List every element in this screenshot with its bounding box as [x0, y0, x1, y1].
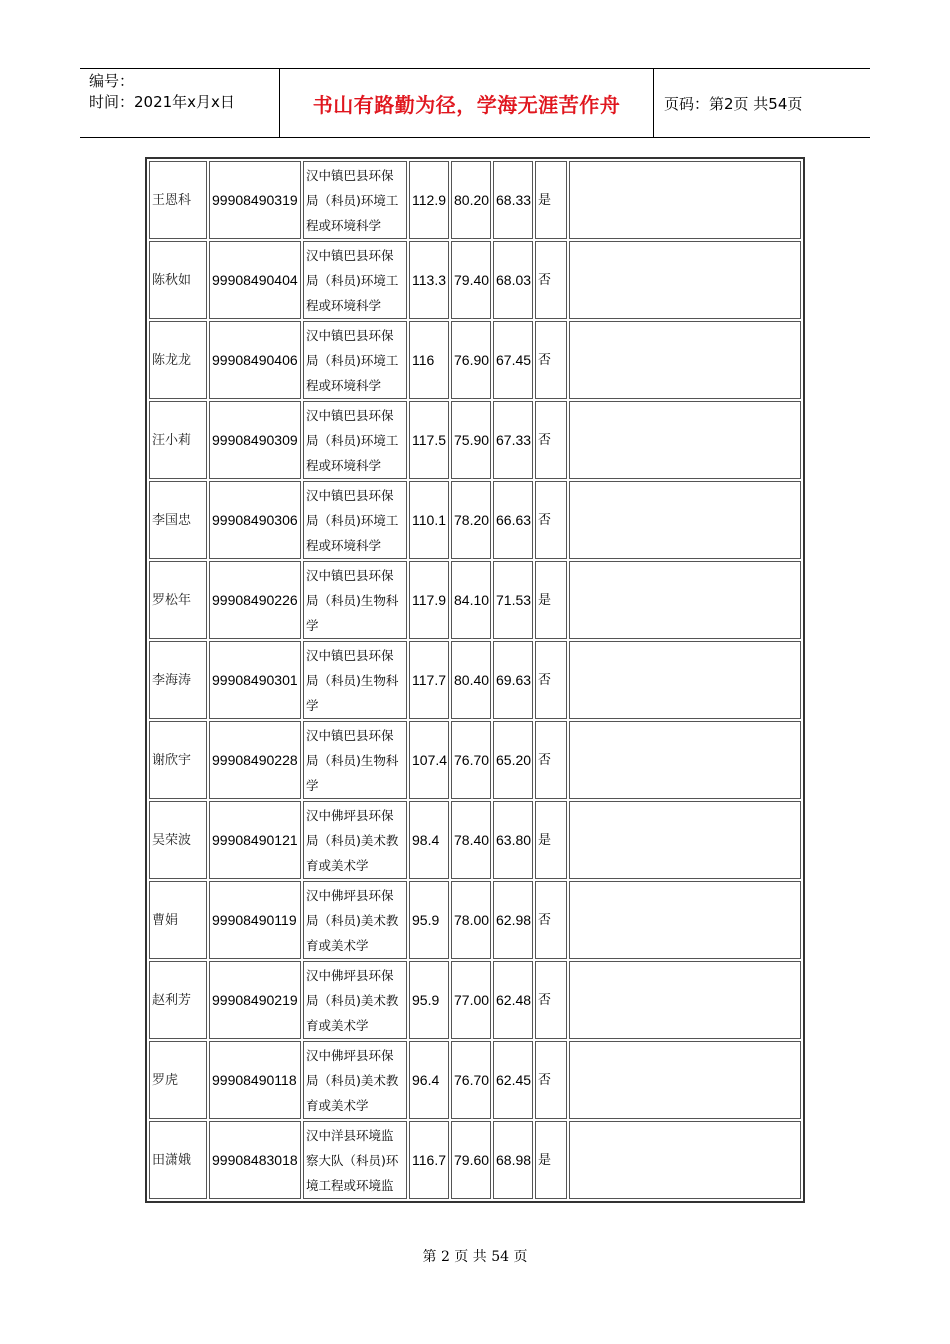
interview-score: 80.20	[451, 161, 491, 239]
results-table	[145, 157, 805, 1203]
position-title: 汉中镇巴县环保局（科员)环境工程或环境科学	[303, 241, 407, 319]
table-row	[149, 321, 801, 399]
remarks-cell	[569, 241, 801, 319]
written-score: 117.7	[409, 641, 449, 719]
interview-score: 76.70	[451, 721, 491, 799]
selected-flag: 否	[535, 401, 567, 479]
candidate-id: 99908490319	[209, 161, 301, 239]
written-score: 95.9	[409, 961, 449, 1039]
written-score: 98.4	[409, 801, 449, 879]
selected-flag: 是	[535, 1121, 567, 1199]
remarks-cell	[569, 641, 801, 719]
candidate-name: 汪小莉	[149, 401, 207, 479]
page-header	[80, 68, 870, 138]
candidate-name: 李国忠	[149, 481, 207, 559]
table-row	[149, 881, 801, 959]
results-table-body	[149, 161, 801, 1199]
table-row	[149, 1121, 801, 1199]
header-motto: 书山有路勤为径，学海无涯苦作舟	[280, 69, 654, 137]
written-score: 107.4	[409, 721, 449, 799]
position-title: 汉中镇巴县环保局（科员)环境工程或环境科学	[303, 401, 407, 479]
total-score: 62.45	[493, 1041, 533, 1119]
total-score: 62.48	[493, 961, 533, 1039]
total-score: 65.20	[493, 721, 533, 799]
interview-score: 78.00	[451, 881, 491, 959]
position-title: 汉中镇巴县环保局（科员)生物科学	[303, 721, 407, 799]
date-label: 时间：2021年x月x日	[89, 93, 235, 111]
total-score: 69.63	[493, 641, 533, 719]
candidate-id: 99908490406	[209, 321, 301, 399]
total-score: 67.33	[493, 401, 533, 479]
written-score: 95.9	[409, 881, 449, 959]
interview-score: 76.70	[451, 1041, 491, 1119]
selected-flag: 否	[535, 641, 567, 719]
table-row	[149, 241, 801, 319]
total-score: 66.63	[493, 481, 533, 559]
total-score: 68.03	[493, 241, 533, 319]
selected-flag: 是	[535, 561, 567, 639]
total-score: 68.33	[493, 161, 533, 239]
position-title: 汉中镇巴县环保局（科员)环境工程或环境科学	[303, 321, 407, 399]
position-title: 汉中佛坪县环保局（科员)美术教育或美术学	[303, 1041, 407, 1119]
table-row	[149, 161, 801, 239]
table-row	[149, 1041, 801, 1119]
table-row	[149, 401, 801, 479]
candidate-name: 罗松年	[149, 561, 207, 639]
position-title: 汉中镇巴县环保局（科员)生物科学	[303, 641, 407, 719]
header-page-label: 页码：第2页 共54页	[664, 94, 803, 113]
candidate-id: 99908490404	[209, 241, 301, 319]
candidate-name: 谢欣宇	[149, 721, 207, 799]
interview-score: 84.10	[451, 561, 491, 639]
candidate-id: 99908483018	[209, 1121, 301, 1199]
total-score: 71.53	[493, 561, 533, 639]
candidate-name: 陈秋如	[149, 241, 207, 319]
total-score: 68.98	[493, 1121, 533, 1199]
written-score: 117.9	[409, 561, 449, 639]
candidate-name: 田潇娥	[149, 1121, 207, 1199]
position-title: 汉中镇巴县环保局（科员)环境工程或环境科学	[303, 481, 407, 559]
table-row	[149, 721, 801, 799]
interview-score: 79.60	[451, 1121, 491, 1199]
written-score: 110.1	[409, 481, 449, 559]
remarks-cell	[569, 481, 801, 559]
table-row	[149, 641, 801, 719]
interview-score: 75.90	[451, 401, 491, 479]
selected-flag: 否	[535, 321, 567, 399]
candidate-name: 王恩科	[149, 161, 207, 239]
position-title: 汉中镇巴县环保局（科员)环境工程或环境科学	[303, 161, 407, 239]
interview-score: 76.90	[451, 321, 491, 399]
remarks-cell	[569, 321, 801, 399]
written-score: 117.5	[409, 401, 449, 479]
candidate-id: 99908490119	[209, 881, 301, 959]
position-title: 汉中佛坪县环保局（科员)美术教育或美术学	[303, 801, 407, 879]
serial-label: 编号：	[89, 72, 135, 90]
interview-score: 78.40	[451, 801, 491, 879]
table-row	[149, 961, 801, 1039]
candidate-id: 99908490306	[209, 481, 301, 559]
selected-flag: 否	[535, 1041, 567, 1119]
remarks-cell	[569, 961, 801, 1039]
interview-score: 80.40	[451, 641, 491, 719]
page-footer: 第 2 页 共 54 页	[422, 1249, 528, 1265]
selected-flag: 是	[535, 801, 567, 879]
candidate-name: 曹娟	[149, 881, 207, 959]
interview-score: 78.20	[451, 481, 491, 559]
candidate-id: 99908490219	[209, 961, 301, 1039]
remarks-cell	[569, 161, 801, 239]
table-row	[149, 801, 801, 879]
table-row	[149, 481, 801, 559]
position-title: 汉中佛坪县环保局（科员)美术教育或美术学	[303, 881, 407, 959]
position-title: 汉中洋县环境监察大队（科员)环境工程或环境监	[303, 1121, 407, 1199]
selected-flag: 否	[535, 961, 567, 1039]
position-title: 汉中佛坪县环保局（科员)美术教育或美术学	[303, 961, 407, 1039]
total-score: 62.98	[493, 881, 533, 959]
candidate-name: 赵利芳	[149, 961, 207, 1039]
header-meta	[80, 69, 280, 137]
interview-score: 77.00	[451, 961, 491, 1039]
candidate-id: 99908490309	[209, 401, 301, 479]
candidate-name: 陈龙龙	[149, 321, 207, 399]
remarks-cell	[569, 1041, 801, 1119]
candidate-name: 罗虎	[149, 1041, 207, 1119]
selected-flag: 否	[535, 481, 567, 559]
candidate-id: 99908490118	[209, 1041, 301, 1119]
written-score: 116	[409, 321, 449, 399]
remarks-cell	[569, 561, 801, 639]
total-score: 63.80	[493, 801, 533, 879]
remarks-cell	[569, 401, 801, 479]
remarks-cell	[569, 881, 801, 959]
selected-flag: 否	[535, 721, 567, 799]
remarks-cell	[569, 801, 801, 879]
written-score: 116.7	[409, 1121, 449, 1199]
remarks-cell	[569, 721, 801, 799]
written-score: 96.4	[409, 1041, 449, 1119]
position-title: 汉中镇巴县环保局（科员)生物科学	[303, 561, 407, 639]
candidate-name: 李海涛	[149, 641, 207, 719]
table-row	[149, 561, 801, 639]
written-score: 112.9	[409, 161, 449, 239]
written-score: 113.3	[409, 241, 449, 319]
interview-score: 79.40	[451, 241, 491, 319]
candidate-name: 吴荣波	[149, 801, 207, 879]
results-table-container	[145, 157, 805, 1203]
remarks-cell	[569, 1121, 801, 1199]
selected-flag: 否	[535, 881, 567, 959]
candidate-id: 99908490301	[209, 641, 301, 719]
candidate-id: 99908490226	[209, 561, 301, 639]
total-score: 67.45	[493, 321, 533, 399]
candidate-id: 99908490121	[209, 801, 301, 879]
candidate-id: 99908490228	[209, 721, 301, 799]
selected-flag: 否	[535, 241, 567, 319]
selected-flag: 是	[535, 161, 567, 239]
